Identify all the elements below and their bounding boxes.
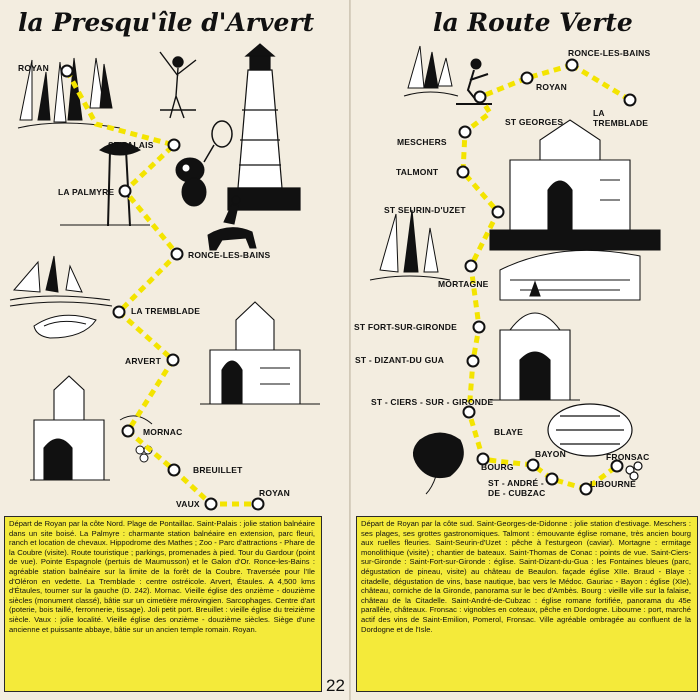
tennis-racket-illustration (204, 121, 232, 162)
label-st-andre: ST - ANDRÉ - DE - CUBZAC (488, 478, 546, 498)
grape-leaf-illustration (413, 433, 463, 494)
sailboats-illustration-right (404, 46, 458, 96)
left-description-text: Départ de Royan par la côte Nord. Plage de Pontaillac. Saint-Palais : jolie station balnéaire dans un site boisé. La Palmyre : charmante station balnéaire en extension, parc fleuri, ranch et location de chevaux. Hippodrome des Mathes ; Zoo - Parc d'attractions - Phare de la Coubre (visite). Route touristique ; parkings, promenades à pied. Tour du Gardour (point de vue). Pointe Espagnole (pertuis de Maumusson) et le Galon d'Or. Ronce-les-Bains : agréable station balnéaire sur la limite de la forêt de la Coubre. Traversée pour l'Ile d'Oléron en vedette. La Tremblade : centre ostréicole. Arvert, Étaules. A 4,500 kms d'Étaules, tourner sur la gauche (D. 242). Mornac. Vieille église des onzième - douzième siècles (monument classé), bâtie sur un cimetière mérovingien. Sarcophages. Centre d'art (poterie, bois taillé, ferronnerie, tissage). Joli petit port. Breuillet : vieille église du treizième siècle. Vaux : jolie localité. Vieille église des onzième - douzième siècles. Siège d'une ancienne et puissante abbaye, bâtie sur un ancien temple romain. Royan. (9, 519, 315, 634)
label-ronce-les-bains-r: RONCE-LES-BAINS (568, 48, 651, 58)
label-royan-r: ROYAN (536, 82, 567, 92)
label-la-tremblade: LA TREMBLADE (131, 306, 201, 316)
golfer-illustration (160, 52, 196, 118)
page-number: 22 (326, 676, 345, 695)
label-royan-end: ROYAN (259, 488, 290, 498)
label-st-seurin: ST SEURIN-D'UZET (384, 205, 466, 215)
label-bourg: BOURG (481, 462, 514, 472)
church-illustration-arvert (200, 302, 320, 404)
wine-barrel-illustration (548, 404, 642, 480)
church-illustration-mornac (30, 376, 110, 480)
harbor-boats-illustration-right (370, 210, 450, 280)
label-la-palmyre: LA PALMYRE (58, 187, 115, 197)
label-st-dizant: ST - DIZANT-DU GUA (355, 355, 445, 365)
label-st-fort: ST FORT-SUR-GIRONDE (354, 322, 457, 332)
label-st-georges: ST GEORGES (505, 117, 564, 127)
cliff-illustration (500, 250, 640, 300)
right-page-title: la Route Verte (433, 8, 633, 37)
label-royan: ROYAN (18, 63, 49, 73)
label-talmont: TALMONT (396, 167, 439, 177)
label-st-palais: ST-PALAIS (108, 140, 154, 150)
label-arvert: ARVERT (125, 356, 161, 366)
label-breuillet: BREUILLET (193, 465, 243, 475)
label-st-ciers: ST - CIERS - SUR - GIRONDE (371, 397, 494, 407)
label-ronce-les-bains: RONCE-LES-BAINS (188, 250, 271, 260)
label-mortagne: MORTAGNE (438, 279, 489, 289)
harbor-boats-illustration-left (10, 256, 112, 306)
oyster-illustration (34, 315, 96, 338)
label-meschers: MESCHERS (397, 137, 447, 147)
label-blaye: BLAYE (494, 427, 524, 437)
lighthouse-illustration (228, 44, 300, 210)
pine-trees-illustration (60, 143, 150, 227)
label-fronsac: FRONSAC (606, 452, 650, 462)
label-la-tremblade-r: LA TREMBLADE (593, 108, 649, 128)
label-libourne: LIBOURNE (590, 479, 636, 489)
right-description-text: Départ de Royan par la côte sud. Saint-Georges-de-Didonne : jolie station d'estivage. Meschers : ses plages, ses grottes gastronomiques. Talmont : émouvante église romane, très ancien bourg aux ruelles fleuries. Saint-Seurin-d'Uzet : pêche à l'esturgeon (caviar). Mortagne : ermitage monolithique (visite) ; chantier de bateaux. Saint-Thomas de Conac : points de vue. Saint-Ciers-sur-Gironde : Saint-Fort-sur-Gironde : église. Saint-Dizant-du-Gua : les Fontaines bleues (parc, dégustation de pineau, visite) au château de Beaulon. façade église XIIe. Braud - Blaye : citadelle, dégustation de vins, base nautique, bac vers le Médoc. Gauriac - Bayon : église (XIe), château, corniche de la Gironde, panorama sur le bec d'Ambès. Bourg : vieille ville sur la falaise, château de la Citadelle. Saint-André-de-Cubzac : église romane fortifiée, panorama du 45e parallèle, châteaux. Fronsac : vignobles en coteaux, pêche en Dordogne. Libourne : port, marché actif des vins de Saint-Emilion, Pomerol, Fronsac. Ville agréable ombragée au confluent de la Dordogne et de l'Isle. (361, 519, 691, 634)
label-bayon: BAYON (535, 449, 566, 459)
left-page-title: la Presqu'île d'Arvert (18, 8, 315, 37)
monkey-illustration (176, 158, 206, 206)
fortified-church-illustration (490, 120, 660, 250)
label-vaux: VAUX (176, 499, 200, 509)
label-mornac: MORNAC (143, 427, 183, 437)
